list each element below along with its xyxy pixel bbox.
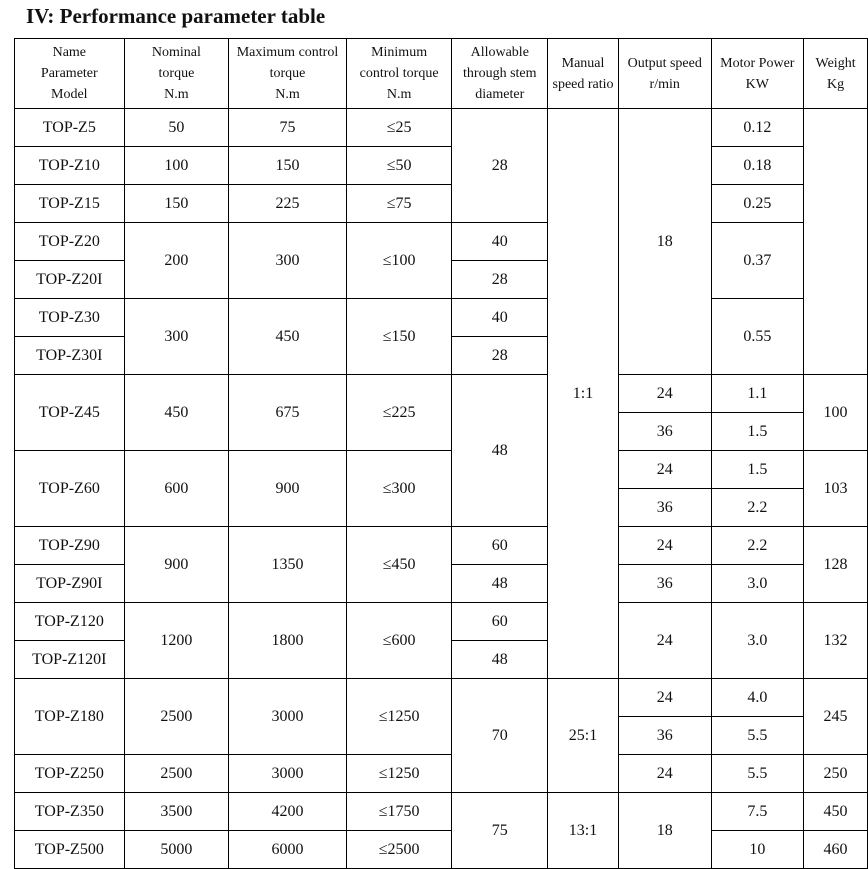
max-torque-cell: 675: [229, 375, 347, 451]
max-torque-cell: 900: [229, 451, 347, 527]
output-speed-cell: 24: [618, 679, 711, 717]
stem-diameter-cell: 75: [452, 793, 548, 869]
table-row: [15, 109, 868, 147]
motor-power-cell: 2.2: [711, 527, 804, 565]
table-row: [15, 451, 868, 489]
min-torque-cell: ≤450: [346, 527, 452, 603]
nominal-torque-cell: 300: [124, 299, 229, 375]
header-minimum-control-torque: [346, 39, 452, 109]
min-torque-cell: ≤300: [346, 451, 452, 527]
header-line: N.m: [164, 87, 189, 102]
header-line: N.m: [386, 87, 412, 102]
header-line: Minimum: [371, 45, 428, 60]
motor-power-cell: 5.5: [711, 717, 804, 755]
header-line: torque: [158, 66, 195, 81]
header-line: Kg: [826, 76, 845, 92]
model-cell: TOP-Z500: [15, 831, 125, 869]
min-torque-cell: ≤100: [346, 223, 452, 299]
min-torque-cell: ≤2500: [346, 831, 452, 869]
weight-cell: 250: [804, 755, 868, 793]
model-cell: TOP-Z30I: [15, 337, 125, 375]
weight-cell: 450: [804, 793, 868, 831]
nominal-torque-cell: 5000: [124, 831, 229, 869]
min-torque-cell: ≤150: [346, 299, 452, 375]
model-cell: TOP-Z90I: [15, 565, 125, 603]
header-allowable-stem-diameter: [452, 39, 548, 109]
motor-power-cell: 5.5: [711, 755, 804, 793]
model-cell: TOP-Z120I: [15, 641, 125, 679]
output-speed-cell: 36: [618, 565, 711, 603]
min-torque-cell: ≤75: [346, 185, 452, 223]
nominal-torque-cell: 600: [124, 451, 229, 527]
weight-cell: 128: [804, 527, 868, 603]
header-line: Weight: [815, 55, 856, 71]
min-torque-cell: ≤25: [346, 109, 452, 147]
table-row: [15, 527, 868, 565]
table-row: [15, 299, 868, 337]
motor-power-cell: 1.1: [711, 375, 804, 413]
header-line: Nominal: [151, 45, 201, 60]
max-torque-cell: 1350: [229, 527, 347, 603]
header-motor-power: [711, 39, 804, 109]
model-cell: TOP-Z5: [15, 109, 125, 147]
speed-ratio-cell: 13:1: [548, 793, 619, 869]
min-torque-cell: ≤1250: [346, 679, 452, 755]
motor-power-cell: 0.18: [711, 147, 804, 185]
table-row: [15, 147, 868, 185]
max-torque-cell: 225: [229, 185, 347, 223]
nominal-torque-cell: 150: [124, 185, 229, 223]
min-torque-cell: ≤50: [346, 147, 452, 185]
model-cell: TOP-Z250: [15, 755, 125, 793]
table-row: [15, 603, 868, 641]
weight-cell: 460: [804, 831, 868, 869]
min-torque-cell: ≤1750: [346, 793, 452, 831]
page-title: IV: Performance parameter table: [26, 4, 326, 28]
nominal-torque-cell: 450: [124, 375, 229, 451]
output-speed-cell: 18: [618, 109, 711, 375]
header-line: Allowable: [470, 45, 529, 60]
table-row: [15, 185, 868, 223]
motor-power-cell: 1.5: [711, 451, 804, 489]
motor-power-cell: 0.25: [711, 185, 804, 223]
model-cell: TOP-Z120: [15, 603, 125, 641]
stem-diameter-cell: 48: [452, 641, 548, 679]
motor-power-cell: 4.0: [711, 679, 804, 717]
model-cell: TOP-Z20I: [15, 261, 125, 299]
weight-cell: 100: [804, 375, 868, 451]
motor-power-cell: 3.0: [711, 603, 804, 679]
model-cell: TOP-Z20: [15, 223, 125, 261]
header-line: Name: [52, 45, 87, 60]
weight-cell: 132: [804, 603, 868, 679]
table-row: [15, 831, 868, 869]
max-torque-cell: 6000: [229, 831, 347, 869]
table-row: [15, 793, 868, 831]
stem-diameter-cell: 40: [452, 223, 548, 261]
max-torque-cell: 450: [229, 299, 347, 375]
output-speed-cell: 24: [618, 451, 711, 489]
header-line: KW: [745, 76, 769, 92]
header-maximum-control-torque: [229, 39, 347, 109]
header-line: through stem: [463, 66, 537, 81]
stem-diameter-cell: 40: [452, 299, 548, 337]
stem-diameter-cell: 70: [452, 679, 548, 793]
model-cell: TOP-Z350: [15, 793, 125, 831]
header-line: N.m: [275, 87, 300, 102]
header-nominal-torque: [124, 39, 229, 109]
table-row: [15, 375, 868, 413]
header-manual-speed-ratio: [548, 39, 619, 109]
output-speed-cell: 36: [618, 717, 711, 755]
header-line: torque: [269, 66, 306, 81]
max-torque-cell: 300: [229, 223, 347, 299]
max-torque-cell: 150: [229, 147, 347, 185]
min-torque-cell: ≤600: [346, 603, 452, 679]
output-speed-cell: 24: [618, 755, 711, 793]
stem-diameter-cell: 48: [452, 375, 548, 527]
motor-power-cell: 0.55: [711, 299, 804, 375]
header-line: r/min: [649, 76, 680, 92]
min-torque-cell: ≤1250: [346, 755, 452, 793]
output-speed-cell: 24: [618, 603, 711, 679]
header-line: Maximum control: [236, 45, 339, 60]
header-name-parameter-model: [15, 39, 125, 109]
max-torque-cell: 3000: [229, 679, 347, 755]
model-cell: TOP-Z15: [15, 185, 125, 223]
model-cell: TOP-Z90: [15, 527, 125, 565]
header-line: speed ratio: [552, 76, 614, 92]
stem-diameter-cell: 48: [452, 565, 548, 603]
nominal-torque-cell: 900: [124, 527, 229, 603]
model-cell: TOP-Z180: [15, 679, 125, 755]
header-line: Output speed: [627, 55, 702, 71]
motor-power-cell: 7.5: [711, 793, 804, 831]
model-cell: TOP-Z60: [15, 451, 125, 527]
stem-diameter-cell: 28: [452, 337, 548, 375]
weight-cell: [804, 109, 868, 375]
header-line: Parameter: [40, 66, 98, 81]
header-line: diameter: [475, 87, 525, 102]
motor-power-cell: 10: [711, 831, 804, 869]
nominal-torque-cell: 3500: [124, 793, 229, 831]
max-torque-cell: 4200: [229, 793, 347, 831]
motor-power-cell: 1.5: [711, 413, 804, 451]
model-cell: TOP-Z45: [15, 375, 125, 451]
output-speed-cell: 36: [618, 489, 711, 527]
speed-ratio-cell: 25:1: [548, 679, 619, 793]
output-speed-cell: 36: [618, 413, 711, 451]
nominal-torque-cell: 200: [124, 223, 229, 299]
table-row: [15, 223, 868, 261]
stem-diameter-cell: 28: [452, 261, 548, 299]
stem-diameter-cell: 28: [452, 109, 548, 223]
min-torque-cell: ≤225: [346, 375, 452, 451]
header-line: Model: [51, 87, 88, 102]
header-output-speed: [618, 39, 711, 109]
nominal-torque-cell: 100: [124, 147, 229, 185]
header-row: [15, 39, 868, 109]
table-row: [15, 679, 868, 717]
weight-cell: 245: [804, 679, 868, 755]
nominal-torque-cell: 50: [124, 109, 229, 147]
nominal-torque-cell: 2500: [124, 755, 229, 793]
performance-parameter-table: [14, 38, 868, 869]
speed-ratio-cell: 1:1: [548, 109, 619, 679]
header-line: Motor Power: [720, 55, 795, 71]
model-cell: TOP-Z10: [15, 147, 125, 185]
motor-power-cell: 0.12: [711, 109, 804, 147]
model-cell: TOP-Z30: [15, 299, 125, 337]
max-torque-cell: 3000: [229, 755, 347, 793]
header-line: Manual: [561, 55, 605, 71]
nominal-torque-cell: 2500: [124, 679, 229, 755]
motor-power-cell: 2.2: [711, 489, 804, 527]
stem-diameter-cell: 60: [452, 527, 548, 565]
max-torque-cell: 75: [229, 109, 347, 147]
max-torque-cell: 1800: [229, 603, 347, 679]
stem-diameter-cell: 60: [452, 603, 548, 641]
output-speed-cell: 24: [618, 375, 711, 413]
table-row: [15, 755, 868, 793]
motor-power-cell: 3.0: [711, 565, 804, 603]
output-speed-cell: 18: [618, 793, 711, 869]
header-line: control torque: [359, 66, 439, 81]
weight-cell: 103: [804, 451, 868, 527]
output-speed-cell: 24: [618, 527, 711, 565]
header-weight: [804, 39, 868, 109]
motor-power-cell: 0.37: [711, 223, 804, 299]
nominal-torque-cell: 1200: [124, 603, 229, 679]
